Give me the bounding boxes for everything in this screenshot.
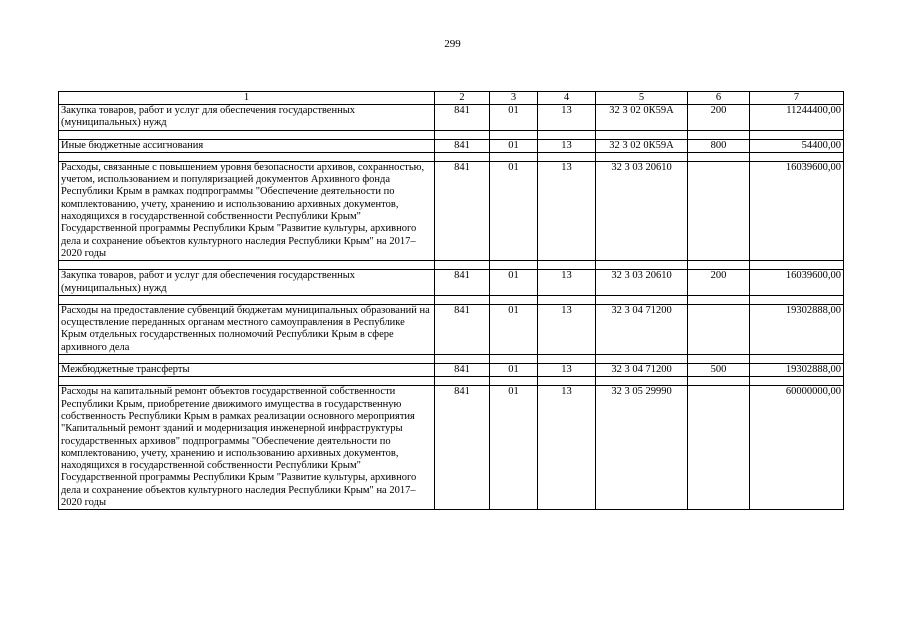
row-subsection-code: 13 xyxy=(538,139,596,152)
row-ministry-code: 841 xyxy=(435,105,490,131)
row-section-code: 01 xyxy=(490,304,538,354)
row-target-code: 32 3 04 71200 xyxy=(596,304,688,354)
row-ministry-code: 841 xyxy=(435,304,490,354)
row-expense-type xyxy=(688,386,750,510)
row-name: Расходы, связанные с повышением уровня безопасности архивов, сохранностью, учетом, использованием и популяризацией документов Архивного фонда Республики Крым в рамках подпрограммы "Обеспечение деятельности по комплектованию, учету, хранению и использованию архивных документов, находящихся в государственной собственности Республики Крым" Государственной программы Республики Крым "Развитие культуры, архивного дела и сохранение объектов культурного наследия Республики Крым" на 2017–2020 годы xyxy=(59,161,435,260)
row-subsection-code: 13 xyxy=(538,270,596,296)
row-sum: 19302888,00 xyxy=(750,304,844,354)
column-header-5: 5 xyxy=(596,92,688,105)
row-spacer xyxy=(59,152,844,161)
column-header-7: 7 xyxy=(750,92,844,105)
row-section-code: 01 xyxy=(490,364,538,377)
row-ministry-code: 841 xyxy=(435,161,490,260)
row-spacer xyxy=(59,355,844,364)
row-name: Закупка товаров, работ и услуг для обеспечения государственных (муниципальных) нужд xyxy=(59,105,435,131)
row-subsection-code: 13 xyxy=(538,364,596,377)
row-sum: 16039600,00 xyxy=(750,270,844,296)
row-spacer xyxy=(59,130,844,139)
row-expense-type xyxy=(688,304,750,354)
row-ministry-code: 841 xyxy=(435,139,490,152)
row-subsection-code: 13 xyxy=(538,105,596,131)
row-expense-type: 200 xyxy=(688,105,750,131)
table-row xyxy=(59,270,844,296)
row-target-code: 32 3 03 20610 xyxy=(596,270,688,296)
row-spacer xyxy=(59,377,844,386)
row-expense-type: 200 xyxy=(688,270,750,296)
row-expense-type: 500 xyxy=(688,364,750,377)
budget-table xyxy=(58,91,844,510)
row-name: Расходы на предоставление субвенций бюджетам муниципальных образований на осуществление переданных органам местного самоуправления в Республике Крым отдельных государственных полномочий Республики Крым в сфере архивного дела xyxy=(59,304,435,354)
column-header-3: 3 xyxy=(490,92,538,105)
row-subsection-code: 13 xyxy=(538,161,596,260)
row-section-code: 01 xyxy=(490,105,538,131)
row-ministry-code: 841 xyxy=(435,270,490,296)
row-name: Расходы на капитальный ремонт объектов государственной собственности Республики Крым, приобретение движимого имущества в государственную собственность Республики Крым в рамках реализации основного мероприятия "Капитальный ремонт зданий и модернизация инженерной инфраструктуры государственных архивов" подпрограммы "Обеспечение деятельности по комплектованию, учету, хранению и использованию архивных документов, находящихся в государственной собственности Республики Крым" Государственной программы Республики Крым "Развитие культуры, архивного дела и сохранение объектов культурного наследия Республики Крым" на 2017–2020 годы xyxy=(59,386,435,510)
table-row xyxy=(59,364,844,377)
page-number: 299 xyxy=(444,38,461,50)
column-header-6: 6 xyxy=(688,92,750,105)
table-row xyxy=(59,386,844,510)
row-expense-type xyxy=(688,161,750,260)
row-sum: 54400,00 xyxy=(750,139,844,152)
row-name: Иные бюджетные ассигнования xyxy=(59,139,435,152)
row-name: Межбюджетные трансферты xyxy=(59,364,435,377)
row-sum: 11244400,00 xyxy=(750,105,844,131)
row-target-code: 32 3 05 29990 xyxy=(596,386,688,510)
row-subsection-code: 13 xyxy=(538,386,596,510)
row-target-code: 32 3 04 71200 xyxy=(596,364,688,377)
table-row xyxy=(59,105,844,131)
column-header-1: 1 xyxy=(59,92,435,105)
row-name: Закупка товаров, работ и услуг для обеспечения государственных (муниципальных) нужд xyxy=(59,270,435,296)
row-sum: 19302888,00 xyxy=(750,364,844,377)
row-section-code: 01 xyxy=(490,270,538,296)
row-ministry-code: 841 xyxy=(435,386,490,510)
row-spacer xyxy=(59,295,844,304)
table-row xyxy=(59,161,844,260)
row-section-code: 01 xyxy=(490,161,538,260)
row-sum: 16039600,00 xyxy=(750,161,844,260)
column-header-4: 4 xyxy=(538,92,596,105)
row-ministry-code: 841 xyxy=(435,364,490,377)
column-header-2: 2 xyxy=(435,92,490,105)
row-expense-type: 800 xyxy=(688,139,750,152)
row-target-code: 32 3 02 0К59А xyxy=(596,105,688,131)
row-target-code: 32 3 03 20610 xyxy=(596,161,688,260)
row-spacer xyxy=(59,261,844,270)
row-sum: 60000000,00 xyxy=(750,386,844,510)
row-section-code: 01 xyxy=(490,139,538,152)
header-row xyxy=(59,92,844,105)
row-subsection-code: 13 xyxy=(538,304,596,354)
row-section-code: 01 xyxy=(490,386,538,510)
row-target-code: 32 3 02 0К59А xyxy=(596,139,688,152)
table-row xyxy=(59,304,844,354)
table-row xyxy=(59,139,844,152)
